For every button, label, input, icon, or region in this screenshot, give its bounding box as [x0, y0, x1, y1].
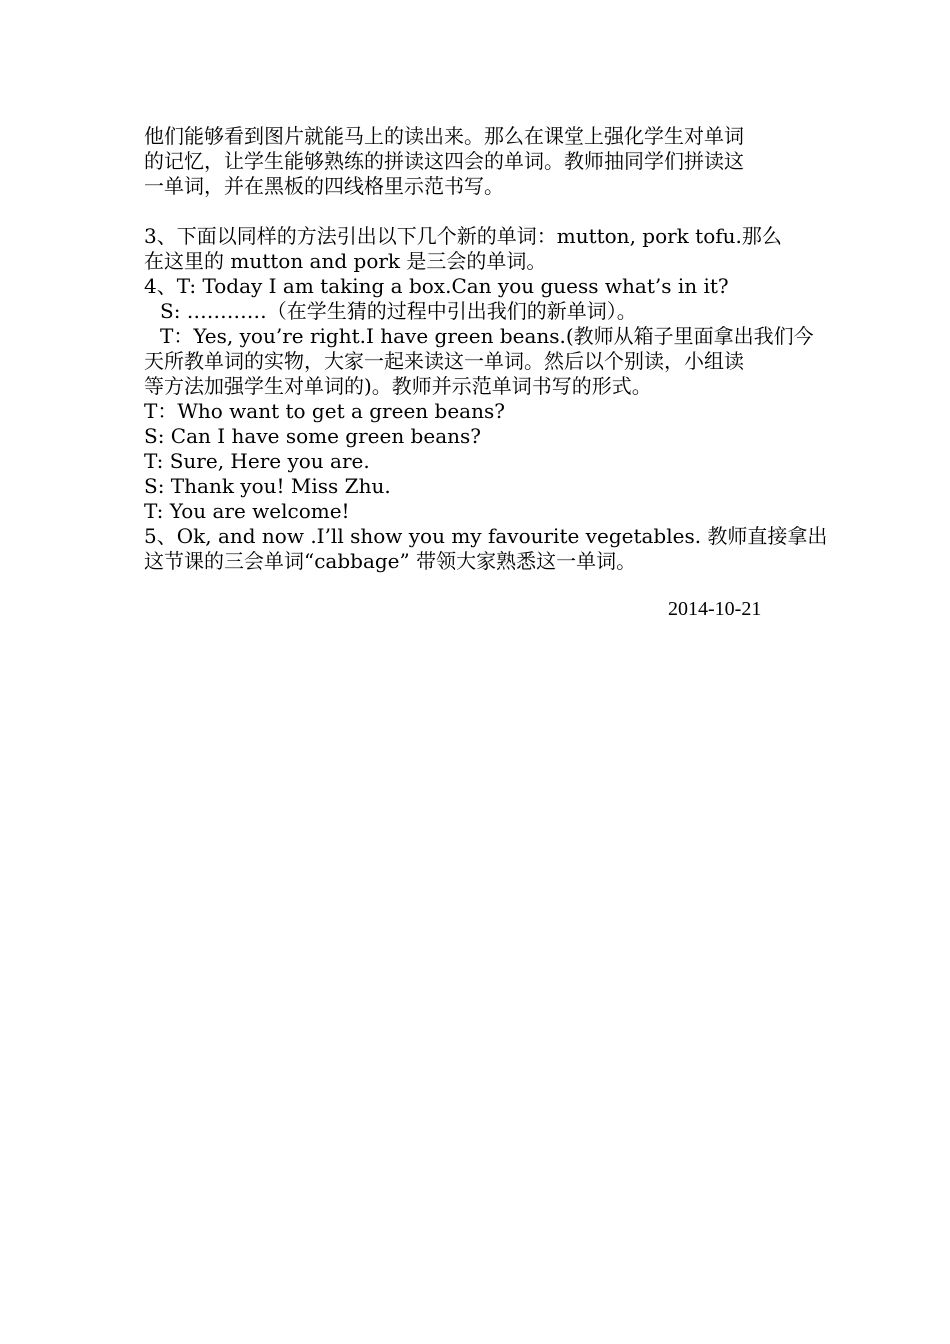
dialogue-line-5: T: You are welcome! — [144, 499, 350, 523]
document-body — [144, 124, 828, 574]
intro-line-2: 的记忆，让学生能够熟练的拼读这四会的单词。教师抽同学们拼读这 — [144, 149, 744, 173]
dialogue-line-2: S: Can I have some green beans? — [144, 424, 481, 448]
step5-line-1: 5、Ok, and now .I’ll show you my favourite vegetables. 教师直接拿出 — [144, 524, 828, 548]
step4-line-4: 天所教单词的实物，大家一起来读这一单词。然后以个别读，小组读 — [144, 349, 744, 373]
document-date: 2014-10-21 — [668, 598, 762, 620]
step4-line-3: T：Yes, you’re right.I have green beans.(教师从箱子里面拿出我们今 — [160, 324, 814, 348]
step3-line-1: 3、下面以同样的方法引出以下几个新的单词：mutton, pork tofu.那么 — [144, 224, 782, 248]
step4-line-2: S: …………（在学生猜的过程中引出我们的新单词）。 — [160, 299, 637, 323]
step4-line-5: 等方法加强学生对单词的)。教师并示范单词书写的形式。 — [144, 374, 652, 398]
dialogue-line-3: T: Sure, Here you are. — [144, 449, 370, 473]
intro-line-3: 一单词，并在黑板的四线格里示范书写。 — [144, 174, 504, 198]
dialogue-line-4: S: Thank you! Miss Zhu. — [144, 474, 391, 498]
blank-line — [144, 199, 814, 224]
intro-line-1: 他们能够看到图片就能马上的读出来。那么在课堂上强化学生对单词 — [144, 124, 744, 148]
step5-line-2: 这节课的三会单词“cabbage” 带领大家熟悉这一单词。 — [144, 549, 637, 573]
step4-line-1: 4、T: Today I am taking a box.Can you guess what’s in it? — [144, 274, 729, 298]
dialogue-line-1: T：Who want to get a green beans? — [144, 399, 505, 423]
step3-line-2: 在这里的 mutton and pork 是三会的单词。 — [144, 249, 547, 273]
